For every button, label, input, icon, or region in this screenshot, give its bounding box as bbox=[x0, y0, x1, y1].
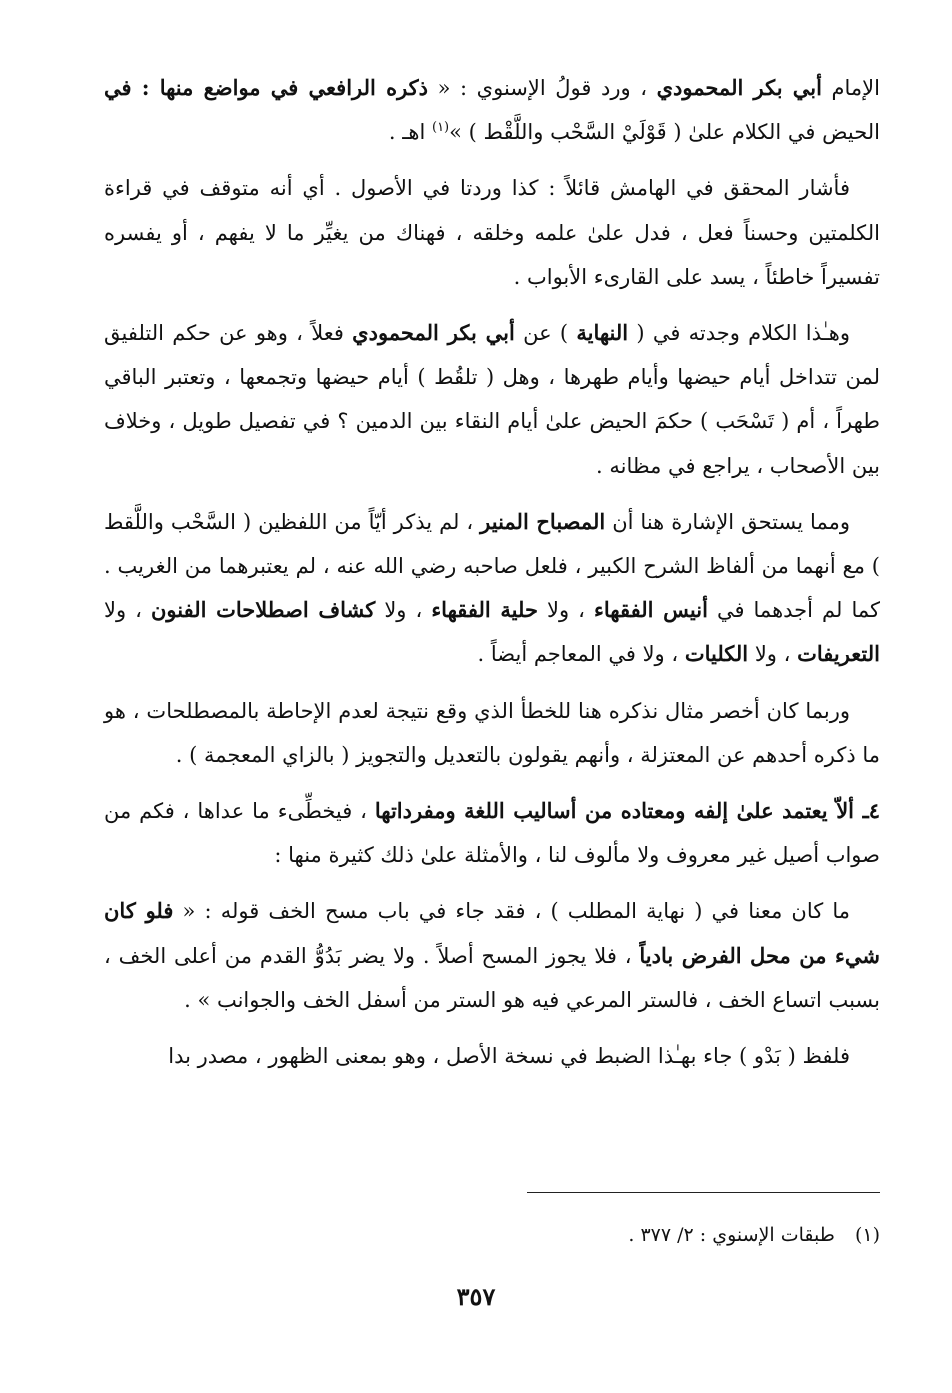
footnote-number: (١) bbox=[854, 1224, 880, 1246]
paragraph-5 bbox=[104, 689, 880, 777]
bold-text-segment: كشاف اصطلاحات الفنون bbox=[150, 597, 376, 623]
text-segment: ومما يستحق الإشارة هنا أن bbox=[605, 509, 850, 534]
bold-text-segment: النهاية bbox=[576, 320, 629, 346]
text-segment: ، لم يذكر أيّاً من اللفظين ( السَّحْب واللَّقط ) مع أنهما من ألفاظ الشرح الكبير ، فلعل صاحبه رضي الله عنه ، لم يعتبرهما من الغريب . كما لم أجدهما في bbox=[104, 509, 880, 623]
bold-text-segment: حلية الفقهاء bbox=[431, 597, 538, 623]
footnote bbox=[280, 1220, 880, 1250]
paragraph-1 bbox=[104, 66, 880, 154]
bold-text-segment: ذكره الرافعي في مواضع منها : في bbox=[104, 75, 429, 100]
footnote-separator bbox=[527, 1192, 880, 1193]
text-segment: فلفظ ( بَدْو ) جاء بهـٰذا الضبط في نسخة الأصل ، وهو بمعنى الظهور ، مصدر بدا bbox=[168, 1044, 850, 1069]
footnote-reference: (١) bbox=[431, 120, 450, 136]
text-segment: ، فلا يجوز المسح أصلاً . ولا يضر بَدُوُّ القدم من أعلى الخف ، بسبب اتساع الخف ، فالستر المرعي فيه هو الستر من أسفل الخف والجوانب » . bbox=[104, 943, 880, 1012]
text-segment: ، ولا bbox=[375, 598, 432, 623]
bold-text-segment: الكليات bbox=[684, 641, 749, 667]
footnote-text: طبقات الإسنوي : ٢/ ٣٧٧ . bbox=[628, 1224, 835, 1246]
paragraph-2 bbox=[104, 166, 880, 299]
text-segment: وهـٰذا الكلام وجدته في ( bbox=[628, 321, 850, 346]
text-segment: فأشار المحقق في الهامش قائلاً : كذا وردتا في الأصول . أي أنه متوقف في قراءة الكلمتين وحسناً فعل ، فدل علىٰ علمه وخلقه ، فهناك من يغيِّر ما لا يفهم ، أو يفسره تفسيراً خاطئاً ، يسد على القارىء الأبواب . bbox=[104, 176, 880, 289]
bold-text-segment: فلو كان شيء من محل الفرض بادياً bbox=[104, 898, 880, 968]
bold-text-segment: ٤ـ ألاّ يعتمد علىٰ إلفه ومعتاده من أساليب اللغة ومفرداتها bbox=[374, 798, 880, 824]
text-segment: فعلاً ، وهو عن حكم التلفيق لمن تتداخل أيام حيضها وأيام طهرها ، وهل ( تلقُط ) أيام حيضها وتجمعها ، وتعتبر الباقي طهراً ، أم ( تَسْحَب ) حكمَ الحيض علىٰ أيام النقاء بين الدمين ؟ في تفصيل طويل ، وخلاف بين الأصحاب ، يراجع في مظانه . bbox=[104, 321, 880, 478]
paragraph-6 bbox=[104, 789, 880, 877]
paragraph-7 bbox=[104, 889, 880, 1022]
text-segment: ، ولا bbox=[537, 598, 594, 623]
text-segment: وربما كان أخصر مثال نذكره هنا للخطأ الذي وقع نتيجة لعدم الإحاطة بالمصطلحات ، هو ما ذكره أحدهم عن المعتزلة ، وأنهم يقولون بالتعديل والتجويز ( بالزاي المعجمة ) . bbox=[104, 698, 880, 767]
text-segment: ما كان معنا في ( نهاية المطلب ) ، فقد جاء في باب مسح الخف قوله : « bbox=[173, 899, 851, 924]
text-segment: اهـ . bbox=[388, 120, 432, 145]
text-segment: ، فيخطِّىء ما عداها ، فكم من صواب أصيل غير معروف ولا مألوف لنا ، والأمثلة علىٰ ذلك كثيرة منها : bbox=[104, 799, 880, 868]
text-segment: الإمام bbox=[821, 76, 880, 100]
page-number: ٣٥٧ bbox=[456, 1282, 496, 1311]
text-segment: الحيض في الكلام علىٰ ( قَوْلَيْ السَّحْب واللَّقْط ) » bbox=[449, 120, 880, 145]
text-segment: ، ولا bbox=[748, 642, 798, 667]
bold-text-segment: أنيس الفقهاء bbox=[594, 597, 708, 623]
text-segment: ، ولا bbox=[104, 598, 151, 623]
paragraph-4 bbox=[104, 500, 880, 677]
text-segment: ) عن bbox=[514, 321, 577, 346]
text-segment: ، ولا في المعاجم أيضاً . bbox=[477, 642, 685, 667]
paragraph-8 bbox=[104, 1034, 880, 1078]
text-segment: ، ورد قولُ الإسنوي : « bbox=[428, 76, 657, 100]
bold-text-segment: المصباح المنير bbox=[480, 508, 606, 534]
main-text bbox=[104, 66, 880, 1078]
paragraph-3 bbox=[104, 311, 880, 488]
bold-text-segment: التعريفات bbox=[797, 641, 880, 667]
bold-text-segment: أبي بكر المحمودي bbox=[352, 320, 515, 346]
bold-text-segment: أبي بكر المحمودي bbox=[656, 75, 822, 100]
